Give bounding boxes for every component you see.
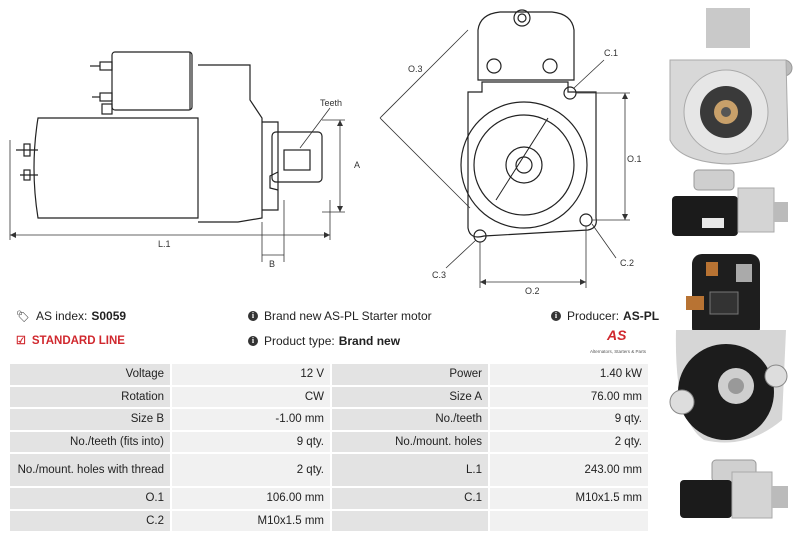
spec-value-cell: -1.00 mm xyxy=(172,409,330,430)
motor-body xyxy=(34,118,198,218)
spec-value-cell xyxy=(490,511,648,532)
spec-key-cell: No./teeth xyxy=(332,409,488,430)
producer-value: AS-PL xyxy=(623,309,660,323)
spec-key-cell xyxy=(332,511,488,532)
spec-key-cell: C.2 xyxy=(10,511,170,532)
label-o2: O.2 xyxy=(525,286,540,296)
tag-icon: 🏷︎ xyxy=(16,310,30,323)
description-text: Brand new AS-PL Starter motor xyxy=(264,309,432,323)
as-pl-logo xyxy=(590,327,650,357)
spec-key-cell: No./mount. holes xyxy=(332,432,488,453)
table-row xyxy=(10,454,648,486)
logo-tagline: Alternators, Starters & Parts xyxy=(590,349,647,354)
as-index xyxy=(16,309,126,323)
product-type-value: Brand new xyxy=(338,334,401,348)
spec-value-cell: M10x1.5 mm xyxy=(172,511,330,532)
photo-side-view-2 xyxy=(680,460,788,518)
logo-mark: AS xyxy=(607,327,627,343)
photo-front-view xyxy=(670,8,792,164)
description xyxy=(248,309,432,323)
spec-value-cell: 76.00 mm xyxy=(490,387,648,408)
spec-value-cell: 106.00 mm xyxy=(172,488,330,509)
mount-flange xyxy=(478,12,574,80)
spec-value-cell: 243.00 mm xyxy=(490,454,648,486)
label-c1: C.1 xyxy=(604,48,619,58)
as-index-value: S0059 xyxy=(91,309,127,323)
standard-line-label: STANDARD LINE xyxy=(31,334,125,347)
spec-value-cell: 2 qty. xyxy=(490,432,648,453)
label-teeth: Teeth xyxy=(320,98,343,108)
product-photos xyxy=(656,0,800,546)
label-b: B xyxy=(269,259,276,269)
spec-key-cell: No./mount. holes with thread xyxy=(10,454,170,486)
spec-key-cell: Power xyxy=(332,364,488,385)
spec-value-cell: 9 qty. xyxy=(490,409,648,430)
spec-key-cell: Rotation xyxy=(10,387,170,408)
spec-key-cell: No./teeth (fits into) xyxy=(10,432,170,453)
spec-key-cell: Size B xyxy=(10,409,170,430)
photo-side-view xyxy=(672,170,788,236)
solenoid xyxy=(112,52,192,110)
label-c2: C.2 xyxy=(620,258,635,268)
info-icon: i xyxy=(248,336,258,346)
label-a: A xyxy=(354,160,361,170)
table-row xyxy=(10,511,648,532)
label-o3: O.3 xyxy=(408,64,423,74)
spec-key-cell: L.1 xyxy=(332,454,488,486)
technical-drawing xyxy=(0,0,660,300)
product-type-label: Product type: xyxy=(264,334,335,348)
spec-value-cell: CW xyxy=(172,387,330,408)
spec-value-cell: M10x1.5 mm xyxy=(490,488,648,509)
standard-line xyxy=(16,334,125,347)
product-type xyxy=(248,334,400,348)
label-c3: C.3 xyxy=(432,270,447,280)
table-row xyxy=(10,364,648,385)
producer-label: Producer: xyxy=(567,309,620,323)
spec-value-cell: 2 qty. xyxy=(172,454,330,486)
label-l1: L.1 xyxy=(158,239,171,249)
info-icon: i xyxy=(248,311,258,321)
spec-key-cell: C.1 xyxy=(332,488,488,509)
info-icon: i xyxy=(551,311,561,321)
spec-table xyxy=(8,362,650,533)
table-row xyxy=(10,488,648,509)
producer xyxy=(551,309,659,323)
table-row xyxy=(10,432,648,453)
table-row xyxy=(10,409,648,430)
spec-value-cell: 12 V xyxy=(172,364,330,385)
checkbox-icon: ☑ xyxy=(16,335,26,347)
spec-value-cell: 1.40 kW xyxy=(490,364,648,385)
spec-value-cell: 9 qty. xyxy=(172,432,330,453)
photo-rear-view xyxy=(670,254,787,443)
spec-key-cell: O.1 xyxy=(10,488,170,509)
label-o1: O.1 xyxy=(627,154,642,164)
spec-key-cell: Voltage xyxy=(10,364,170,385)
as-index-label: AS index: xyxy=(35,309,88,323)
table-row xyxy=(10,387,648,408)
spec-key-cell: Size A xyxy=(332,387,488,408)
